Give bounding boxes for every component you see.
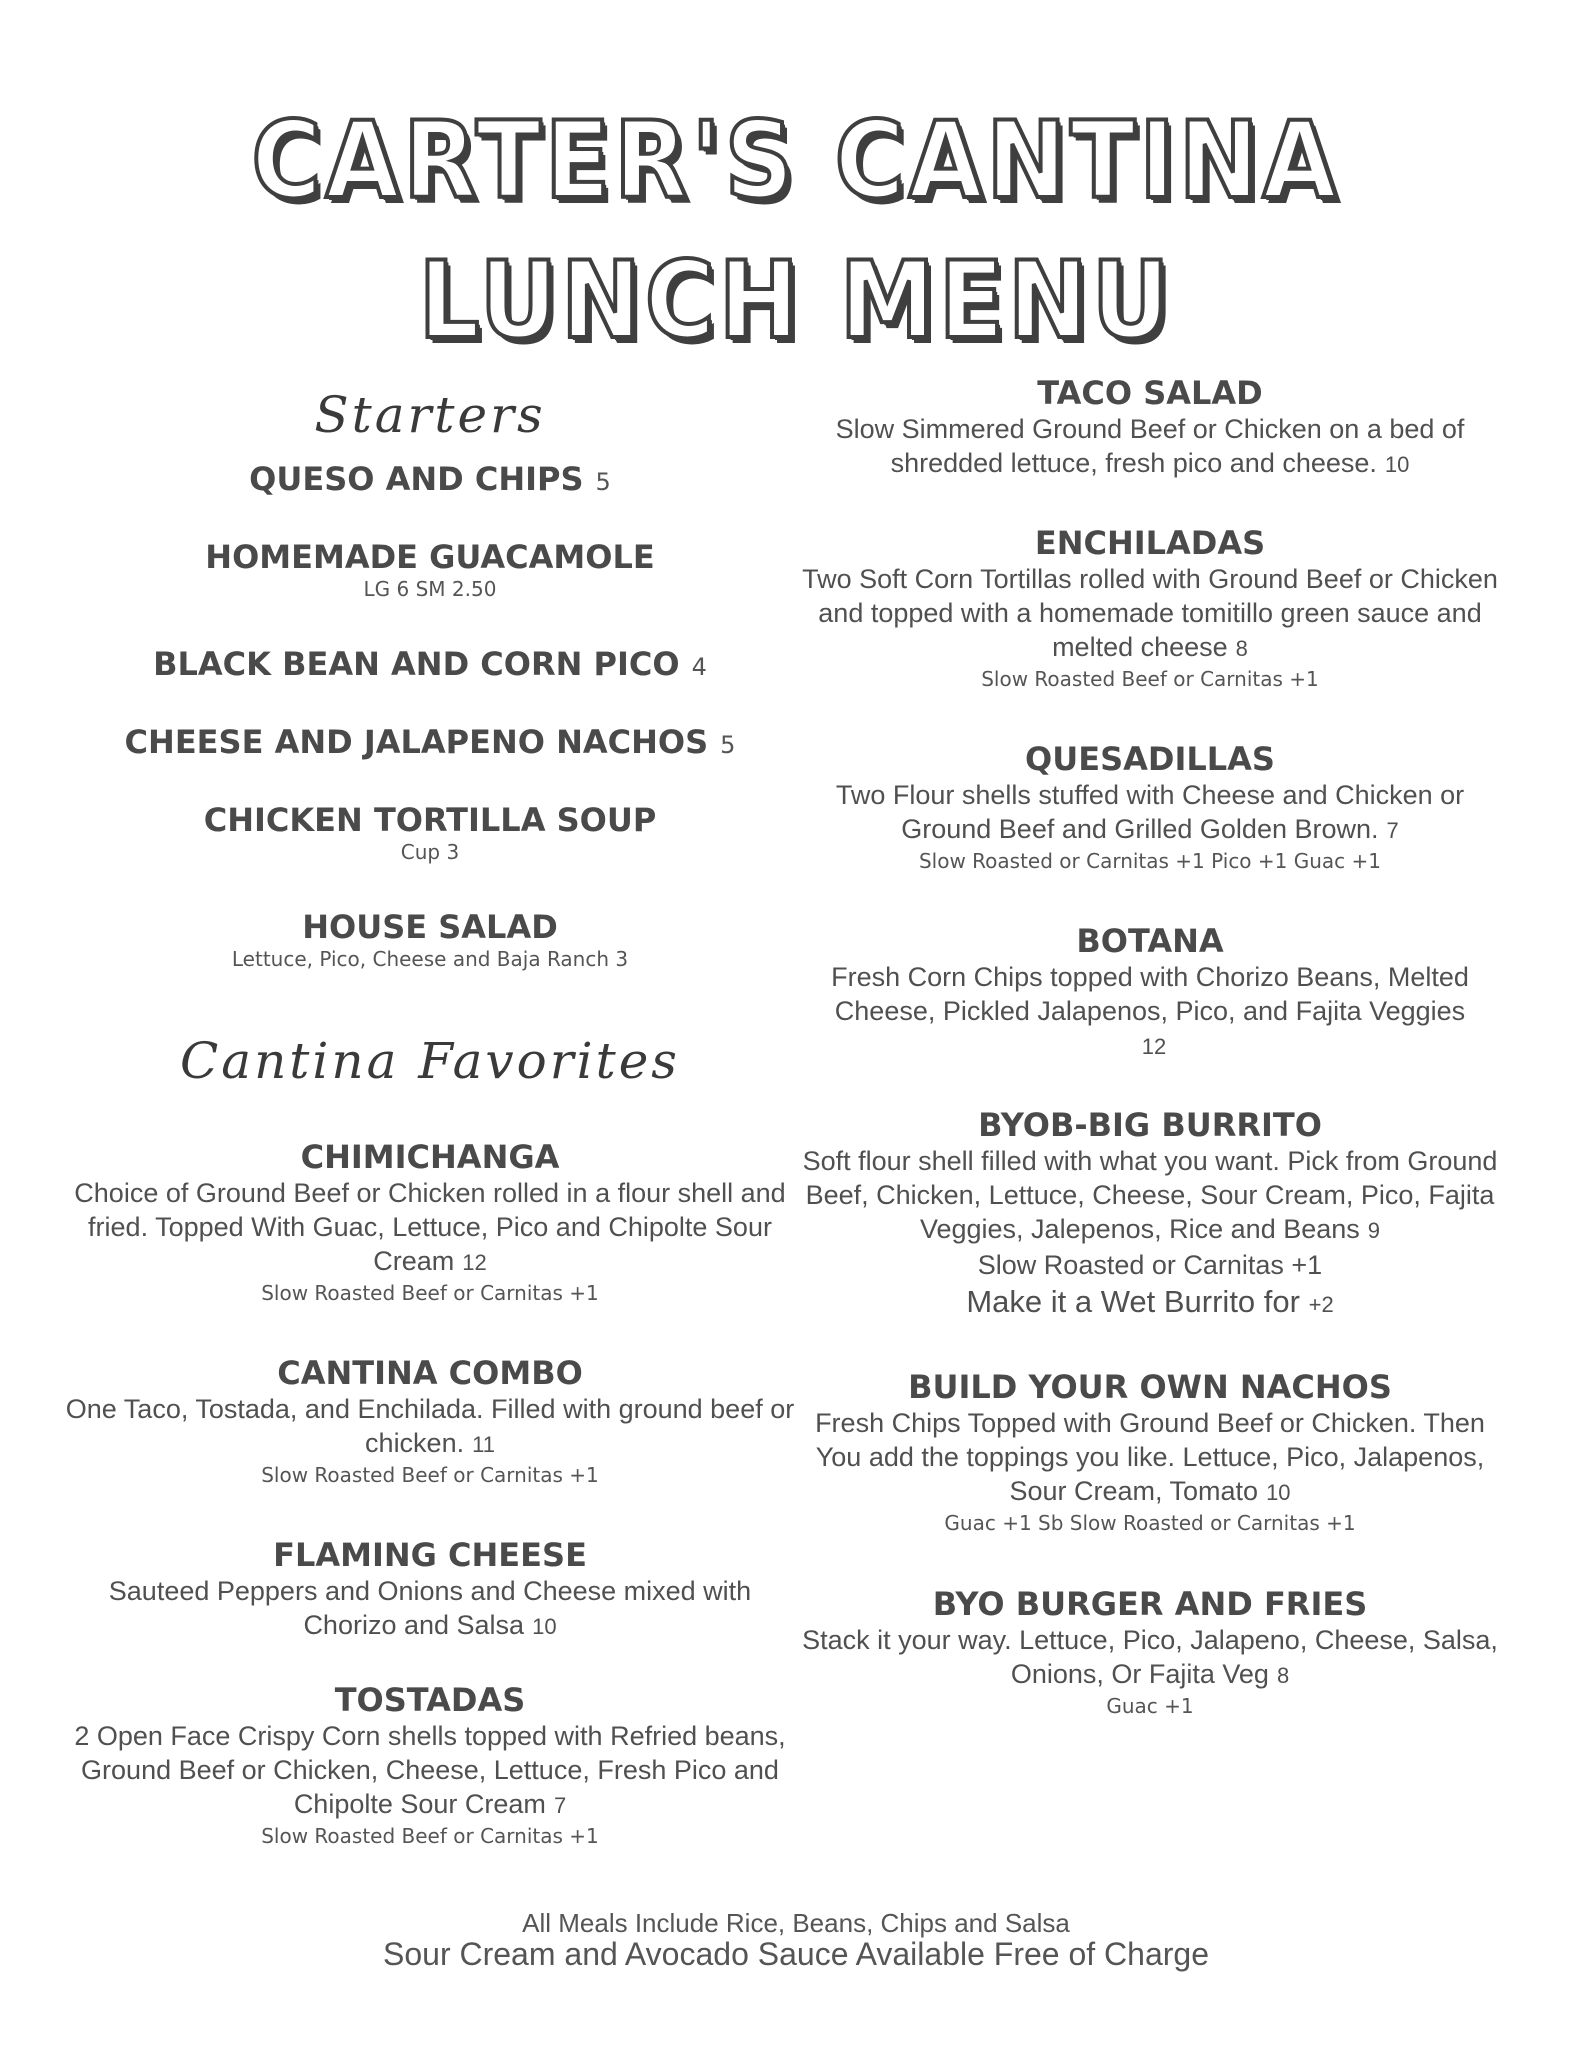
item-sub: LG 6 SM 2.50 [363,577,497,601]
item-price: 7 [1386,818,1399,843]
item-name: CHICKEN TORTILLA SOUP [203,801,657,839]
item-price: 10 [1266,1480,1291,1505]
item-price: 8 [1276,1663,1290,1688]
item-name: CHIMICHANGA [300,1138,560,1176]
menu-item [800,374,1500,482]
item-sub: Cup 3 [400,840,460,864]
menu-item [60,801,800,865]
item-desc: Two Flour shells stuffed with Cheese and Chicken or Ground Beef and Grilled Golden Brown. 7 [835,780,1465,844]
item-price: 10 [1384,452,1410,477]
item-desc: 2 Open Face Crispy Corn shells topped with Refried beans, Ground Beef or Chicken, Cheese, Lettuce, Fresh Pico and Chipolte Sour Cream 7 [74,1721,786,1819]
menu-item [800,740,1500,874]
item-extra: Guac +1 [1106,1694,1194,1718]
item-price: 9 [1367,1218,1381,1243]
item-extra: Slow Roasted or Carnitas +1 [977,1250,1323,1280]
item-sub: Lettuce, Pico, Cheese and Baja Ranch 3 [231,947,629,971]
starters-heading: Starters [314,386,546,444]
item-name: CHEESE AND JALAPENO NACHOS [124,723,709,761]
item-desc: Sauteed Peppers and Onions and Cheese mixed with Chorizo and Salsa 10 [108,1576,752,1640]
item-name: BYO BURGER AND FRIES [932,1585,1368,1623]
item-price: 12 [462,1250,487,1275]
item-price: 5 [720,731,736,759]
item-name: TACO SALAD [1037,374,1263,412]
menu-item [800,1585,1500,1719]
menu-item [60,1354,800,1488]
item-name: HOUSE SALAD [302,908,558,946]
item-extra: Guac +1 Sb Slow Roasted or Carnitas +1 [944,1511,1356,1535]
left-column [60,0,800,2048]
menu-item [60,1681,800,1849]
item-name: BOTANA [1076,922,1224,960]
item-name: QUESADILLAS [1025,740,1275,778]
menu-item [800,1106,1500,1325]
menu-item [60,538,800,602]
restaurant-name: CARTER'S CANTINA [251,99,1341,222]
item-desc: One Taco, Tostada, and Enchilada. Filled with ground beef or chicken. 11 [65,1394,795,1458]
item-name: CANTINA COMBO [277,1354,583,1392]
footer-note-2: Sour Cream and Avocado Sauce Available Free of Charge [383,1936,1209,1972]
item-desc: Stack it your way. Lettuce, Pico, Jalapeno, Cheese, Salsa, Onions, Or Fajita Veg 8 [802,1625,1498,1689]
item-extra: Slow Roasted Beef or Carnitas +1 [261,1824,599,1848]
item-desc: Two Soft Corn Tortillas rolled with Ground Beef or Chicken and topped with a homemade tomitillo green sauce and melted cheese 8 [802,564,1498,662]
menu-item [800,1368,1500,1536]
footer-note: All Meals Include Rice, Beans, Chips and Salsa [522,1908,1070,1938]
item-name: FLAMING CHEESE [273,1536,587,1574]
item-desc: Slow Simmered Ground Beef or Chicken on a bed of shredded lettuce, fresh pico and cheese. 10 [835,414,1465,478]
item-desc: Soft flour shell filled with what you want. Pick from Ground Beef, Chicken, Lettuce, Cheese, Sour Cream, Pico, Fajita Veggies, Jalepenos, Rice and Beans 9 [802,1146,1498,1244]
item-name: TOSTADAS [334,1681,526,1719]
right-column [800,0,1500,2048]
item-desc: Choice of Ground Beef or Chicken rolled in a flour shell and fried. Topped With Guac, Lettuce, Pico and Chipolte Sour Cream 12 [74,1178,786,1276]
item-desc: Fresh Chips Topped with Ground Beef or Chicken. Then You add the toppings you like. Lettuce, Pico, Jalapenos, Sour Cream, Tomato 10 [815,1408,1485,1506]
item-name: BUILD YOUR OWN NACHOS [908,1368,1392,1406]
item-name: QUESO AND CHIPS [249,460,584,498]
item-price: 10 [532,1614,557,1639]
item-name: BLACK BEAN AND CORN PICO [153,645,680,683]
menu-item [60,1536,800,1644]
item-name: BYOB-BIG BURRITO [978,1106,1322,1144]
menu-title: LUNCH MENU [418,239,1174,362]
menu-item [60,908,800,972]
item-price: 12 [1141,1034,1167,1059]
item-extra: Slow Roasted Beef or Carnitas +1 [261,1463,599,1487]
item-extra: Slow Roasted or Carnitas +1 Pico +1 Guac +1 [918,849,1382,873]
menu-item [60,723,800,761]
menu-item [60,645,800,683]
item-name: ENCHILADAS [1034,524,1266,562]
menu-item [800,524,1500,692]
item-price: 8 [1235,636,1248,661]
item-price: 5 [595,468,611,496]
item-price: 7 [553,1793,567,1818]
item-extra: Slow Roasted Beef or Carnitas +1 [261,1281,599,1305]
item-extra-2: Make it a Wet Burrito for +2 [966,1284,1334,1319]
menu-item [60,460,800,498]
item-name: HOMEMADE GUACAMOLE [205,538,655,576]
item-extra: Slow Roasted Beef or Carnitas +1 [981,667,1319,691]
item-desc: Fresh Corn Chips topped with Chorizo Beans, Melted Cheese, Pickled Jalapenos, Pico, and Fajita Veggies 12 [831,962,1469,1059]
item-price: 11 [472,1432,495,1457]
favorites-heading: Cantina Favorites [180,1032,680,1090]
item-price: 4 [691,653,707,681]
menu-item [60,1138,800,1306]
menu-item [800,922,1500,1064]
